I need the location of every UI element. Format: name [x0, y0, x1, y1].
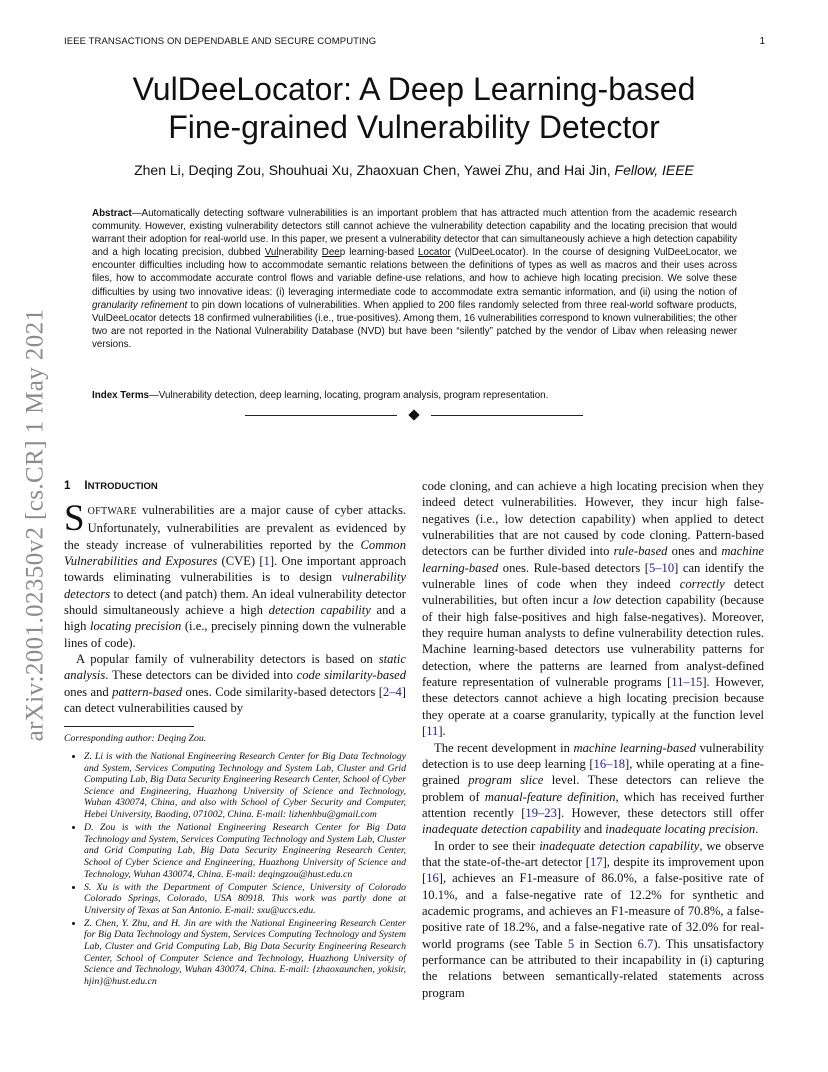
right-p1-e: detect vulnerabilities, but often incur a [422, 577, 764, 608]
intro-p2-e: ] can detect vulnerabilities caused by [64, 684, 406, 716]
index-terms-dash: — [149, 390, 159, 401]
right-p2-h: . [755, 822, 759, 837]
drop-cap: S [64, 498, 85, 539]
intro-p2-em-similarity: code similarity-based [296, 668, 407, 683]
right-p3-f: ). This unsatisfactory performance can be attributed to their incapability in (i) capturing the relations between semantically-related statements across program [422, 936, 764, 1000]
title-line-1: VulDeeLocator: A Deep Learning-based [132, 71, 696, 107]
intro-p1-em-precision: locating precision [89, 619, 182, 634]
right-p1-em-low: low [592, 593, 611, 608]
intro-p1-b: (CVE) [ [217, 554, 264, 569]
right-p1-f: detection capability (because of their high false-positives and high false-negatives). Moreover, they require human analysts to define vulnerability detection rules. Machine learning-based detectors use vulnerability patterns for detection, where the patterns are learned from analyst-defined feature representation of vulnerable programs [ [422, 593, 765, 690]
right-p2-e: , which has received further attention recently [ [422, 789, 764, 820]
right-p1-g: ]. However, these detectors cannot achieve a high locating precision because they operate at a coarse granularity, typically at the function level [ [422, 675, 764, 739]
right-p2-f: ]. However, these detectors still offer [556, 805, 764, 820]
title-line-2: Fine-grained Vulnerability Detector [168, 109, 660, 145]
intro-p1-f: (i.e., precisely pinning down the vulnerable lines of code). [64, 619, 407, 650]
heading-rest: NTRODUCTION [87, 481, 158, 492]
section-heading-introduction [64, 478, 406, 495]
citation-link[interactable]: 5–10 [648, 560, 675, 575]
left-column [64, 478, 406, 989]
abstract-underline-dee: Dee [321, 247, 340, 259]
abstract-dash: — [131, 208, 142, 219]
right-p3-em-inadequate: inadequate detection capability [539, 838, 700, 853]
intro-p2-em-pattern: pattern-based [112, 684, 183, 699]
right-p3-c: ], despite its improvement upon [ [422, 854, 764, 886]
right-p2-em-ml: machine learning-based [573, 740, 697, 755]
table-reference-link[interactable]: 5 [567, 936, 575, 951]
abstract-text-t2: p learning-based [339, 247, 419, 259]
citation-link[interactable]: 1 [263, 554, 270, 569]
intro-p2-d: ones. Code similarity-based detectors [ [182, 684, 383, 699]
corresponding-author: Corresponding author: Deqing Zou. [64, 733, 207, 745]
right-p3-b: , we observe that the state-of-the-art detector [ [422, 838, 765, 869]
footnote-rule [64, 726, 194, 727]
abstract-text-1: Automatically detecting software vulnerabilities is an important problem that has attracted much attention from the academic research community. However, existing vulnerability detectors still cannot achieve the vulnerability detection capability and the locating precision that would warrant their adoption for real-world use. In this paper, we present a vulnerability detector that can simultaneously achieve a high detection capability and a high locating precision, dubbed [92, 208, 737, 259]
right-paragraph-3 [422, 838, 764, 1001]
right-p1-b: ones and [667, 544, 722, 559]
affiliation-item: • Z. Li is with the National Engineering Research Center for Big Data Technology and System, Services Computing Technology and System Lab, Cluster and Grid Computing Lab, Big Data Security Engineering Research Center, School of Cyber Science and Engineering, Huazhong University of Science and Technology, Wuhan 430074, China, and also with School of Cyber Security and Computer, Hebei University, Baoding, 071002, China. E-mail: lizhenhbu@gmail.com [84, 751, 406, 821]
section-reference-link[interactable]: 6.7 [637, 936, 654, 951]
right-column [422, 478, 764, 1001]
right-p2-b: vulnerability detection is to use deep learning [ [422, 740, 764, 771]
right-p2-d: level. These detectors can relieve the problem of [422, 773, 764, 804]
heading-initial: I [84, 480, 88, 492]
smallcaps-software: OFTWARE [87, 506, 137, 517]
page-number: 1 [759, 36, 765, 47]
citation-link[interactable]: 16–18 [593, 756, 626, 771]
right-p2-em-slice: program slice [468, 773, 544, 788]
right-p1-a: code cloning, and can achieve a high locating precision when they indeed detect vulnerabilities. However, they incur high false-negatives (i.e., low detection capability) when applied to detect vulnerabilities that are not caused by code cloning. Pattern-based detectors can be further divided into [422, 479, 764, 559]
author-list [60, 162, 768, 178]
author-names: Zhen Li, Deqing Zou, Shouhuai Xu, Zhaoxuan Chen, Yawei Zhu, and Hai Jin, [134, 162, 611, 178]
citation-link[interactable]: 11 [426, 724, 439, 739]
right-p3-e: in Section [574, 936, 638, 951]
affiliation-item: • S. Xu is with the Department of Computer Science, University of Colorado Colorado Springs, Colorado, USA 80918. This work was partly done at University of Texas at San Antonio. E-mail: sxu@uccs.edu. [84, 882, 406, 917]
running-header: IEEE TRANSACTIONS ON DEPENDABLE AND SECURE COMPUTING [64, 36, 377, 47]
right-p1-em-correctly: correctly [679, 577, 725, 592]
right-p1-em-ml: machine learning-based [422, 544, 764, 575]
intro-p1-em-cve: Common Vulnerabilities and Exposures [64, 537, 406, 569]
intro-p1-d: to detect (and patch) them. An ideal vulnerability detector should simultaneously achieve a high [64, 586, 406, 618]
right-p1-em-rule: rule-based [613, 544, 668, 559]
arxiv-stamp [17, 290, 53, 760]
separator-line-left [245, 415, 397, 416]
abstract-underline-locator: Locator [418, 247, 451, 259]
right-p3-a: In order to see their [434, 838, 540, 853]
abstract [92, 207, 737, 351]
intro-p1-a: vulnerabilities are a major cause of cyber attacks. Unfortunately, vulnerabilities are prevalent as evidenced by the steady increase of vulnerabilities reported by the [64, 503, 406, 552]
right-paragraph-2 [422, 740, 764, 838]
affiliation-item: • Z. Chen, Y. Zhu, and H. Jin are with the National Engineering Research Center for Big Data Technology and System, Services Computing Technology and System Lab, Cluster and Grid Computing Lab, Big Data Security Engineering Research Center, School of Computer Science and Technology, Huazhong University of Science and Technology, Wuhan 430074, China. E-mail: {zhaoxaunchen, yokisir, hjin}@hust.edu.cn [84, 918, 406, 988]
intro-p2-a: A popular family of vulnerability detectors is based on [76, 652, 379, 667]
right-p2-g: and [580, 822, 606, 837]
abstract-em-granularity: granularity refinement [92, 299, 188, 311]
intro-p2-b: . These detectors can be divided into [105, 668, 297, 683]
right-p2-em-inadequate-locating: inadequate locating precision [605, 822, 756, 837]
abstract-text-2: (VulDeeLocator). In the course of designing VulDeeLocator, we encounter difficulties including how to accommodate semantic relations between the definitions of types as well as macros and their uses across files, how to accommodate accurate control flows and variable define-use relations, and how to achieve high locating precision. We solve these difficulties by using two innovative ideas: (i) leveraging intermediate code to accommodate extra semantic information, and (ii) using the notion of [92, 247, 737, 298]
right-p2-em-inadequate-detection: inadequate detection capability [422, 822, 581, 837]
intro-p2-em-static: static analysis [64, 652, 406, 683]
abstract-underline-vul: Vul [264, 247, 279, 259]
right-p3-d: ], achieves an F1-measure of 86.0%, a false-positive rate of 10.1%, and a false-negative rate of 12.2% for synthetic and academic programs, and achieves an F1-measure of 70.8%, a false-positive rate of 18.2%, and a false-negative rate of 32.0% for real-world programs (see Table [422, 871, 764, 951]
diamond-icon [408, 409, 419, 420]
arxiv-identifier: arXiv:2001.02350v2 [cs.CR] 1 May 2021 [21, 308, 49, 742]
abstract-text-t1: nerability [278, 247, 322, 259]
index-terms-label: Index Terms [92, 390, 149, 401]
right-p1-h: ]. [438, 724, 446, 739]
paper-title [60, 70, 768, 146]
citation-link[interactable]: 11–15 [671, 675, 703, 690]
citation-link[interactable]: 16 [426, 871, 439, 886]
index-terms [92, 389, 737, 402]
affiliation-item: • D. Zou is with the National Engineering Research Center for Big Data Technology and System, Services Computing Technology and System Lab, Cluster and Grid Computing Lab, Big Data Security Engineering Research Center, School of Cyber Science and Engineering, Huazhong University of Science and Technology, Wuhan 430074, China. E-mail: deqingzou@hust.edu.cn [84, 822, 406, 880]
right-p2-c: ], while operating at a fine-grained [422, 756, 765, 788]
intro-p1-em-detectors: vulnerability detectors [64, 570, 406, 601]
right-p1-c: ones. Rule-based detectors [ [498, 560, 649, 575]
right-p1-d: ] can identify the vulnerable lines of code when they indeed [422, 560, 764, 592]
index-terms-text: Vulnerability detection, deep learning, locating, program analysis, program representation. [158, 390, 549, 401]
right-p2-em-manual: manual-feature definition [484, 789, 616, 804]
intro-p1-em-capability: detection capability [268, 603, 371, 618]
right-paragraph-1 [422, 478, 764, 740]
section-separator [245, 410, 583, 422]
citation-link[interactable]: 2–4 [382, 684, 402, 699]
affiliation-list [64, 751, 406, 987]
citation-link[interactable]: 17 [590, 854, 603, 869]
abstract-text-3: to pin down locations of vulnerabilities. When applied to 200 files randomly selected from three real-world software products, VulDeeLocator detects 18 confirmed vulnerabilities (i.e., true-positives). Among them, 16 vulnerabilities correspond to known vulnerabilities; the other two are not reported in the National Vulnerability Database (NVD) but have been “silently” patched by the vendor of Libav when releasing newer versions. [92, 299, 737, 350]
citation-link[interactable]: 19–23 [525, 805, 557, 820]
intro-paragraph-2 [64, 651, 406, 716]
separator-line-right [431, 415, 583, 416]
author-fellow-title: Fellow, IEEE [614, 162, 694, 178]
intro-paragraph-1 [64, 498, 407, 651]
intro-p1-c: ]. One important approach towards eliminating vulnerabilities is to design [64, 554, 406, 585]
intro-p2-c: ones and [64, 684, 113, 699]
footnotes [64, 733, 406, 987]
section-number: 1 [64, 480, 71, 492]
intro-p1-e: and a high [64, 603, 406, 634]
abstract-label: Abstract [92, 208, 132, 219]
right-p2-a: The recent development in [434, 740, 574, 755]
